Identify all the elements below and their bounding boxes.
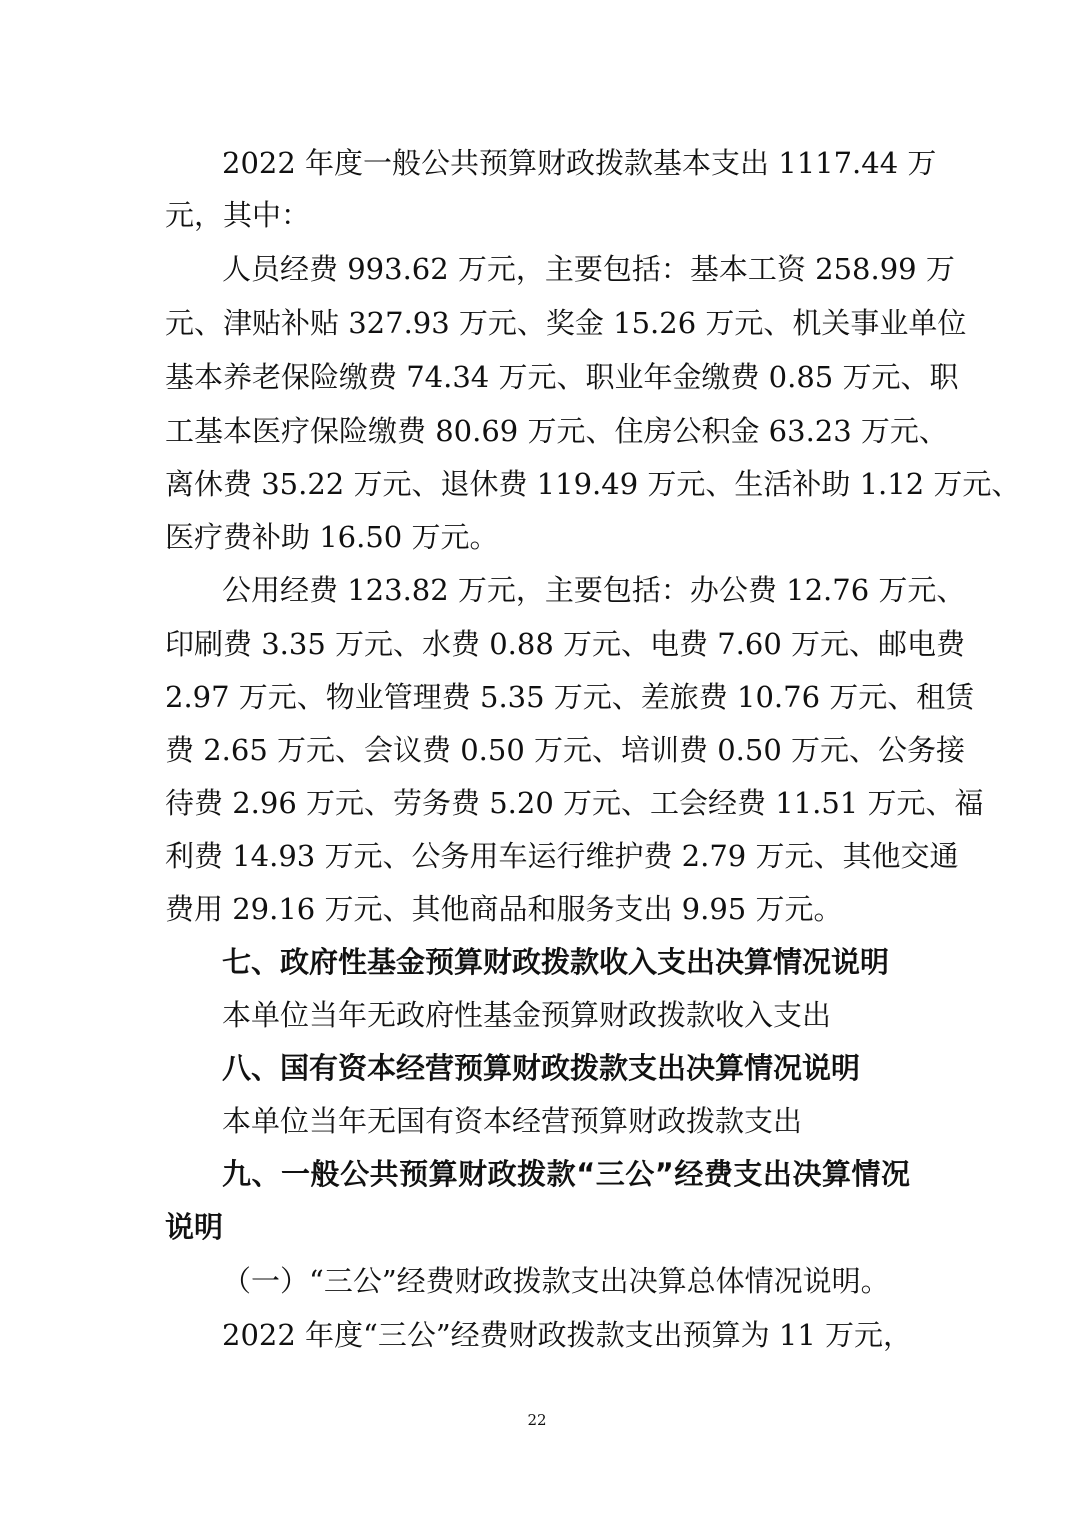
section9-subheading: （一）“三公”经费财政拨款支出决算总体情况说明。 — [222, 1264, 890, 1298]
section8-heading: 八、国有资本经营预算财政拨款支出决算情况说明 — [222, 1051, 861, 1085]
public-line-2: 印刷费 3.35 万元、水费 0.88 万元、电费 7.60 万元、邮电费 — [165, 627, 966, 661]
basic-expenditure-line-2: 元，其中： — [165, 198, 311, 232]
public-line-5: 待费 2.96 万元、劳务费 5.20 万元、工会经费 11.51 万元、福 — [165, 786, 984, 820]
basic-expenditure-line-1: 2022 年度一般公共预算财政拨款基本支出 1117.44 万 — [222, 146, 937, 180]
public-line-3: 2.97 万元、物业管理费 5.35 万元、差旅费 10.76 万元、租赁 — [165, 680, 975, 714]
public-line-6: 利费 14.93 万元、公务用车运行维护费 2.79 万元、其他交通 — [165, 839, 959, 873]
personnel-line-3: 基本养老保险缴费 74.34 万元、职业年金缴费 0.85 万元、职 — [165, 360, 959, 394]
page-number: 22 — [527, 1411, 547, 1429]
public-line-7: 费用 29.16 万元、其他商品和服务支出 9.95 万元。 — [165, 892, 843, 926]
section7-heading: 七、政府性基金预算财政拨款收入支出决算情况说明 — [222, 945, 890, 979]
public-line-1: 公用经费 123.82 万元，主要包括：办公费 12.76 万元、 — [222, 573, 966, 607]
section9-heading-line-2: 说明 — [165, 1210, 224, 1244]
section9-heading-line-1: 九、一般公共预算财政拨款“三公”经费支出决算情况 — [222, 1157, 910, 1191]
personnel-line-6: 医疗费补助 16.50 万元。 — [165, 520, 499, 554]
section7-body: 本单位当年无政府性基金预算财政拨款收入支出 — [222, 998, 832, 1032]
public-line-4: 费 2.65 万元、会议费 0.50 万元、培训费 0.50 万元、公务接 — [165, 733, 966, 767]
section8-body: 本单位当年无国有资本经营预算财政拨款支出 — [222, 1104, 803, 1138]
personnel-line-1: 人员经费 993.62 万元，主要包括：基本工资 258.99 万 — [222, 252, 955, 286]
section9-body: 2022 年度“三公”经费财政拨款支出预算为 11 万元， — [222, 1318, 913, 1352]
personnel-line-4: 工基本医疗保险缴费 80.69 万元、住房公积金 63.23 万元、 — [165, 414, 948, 448]
personnel-line-2: 元、津贴补贴 327.93 万元、奖金 15.26 万元、机关事业单位 — [165, 306, 967, 340]
personnel-line-5: 离休费 35.22 万元、退休费 119.49 万元、生活补助 1.12 万元、 — [165, 467, 1021, 501]
